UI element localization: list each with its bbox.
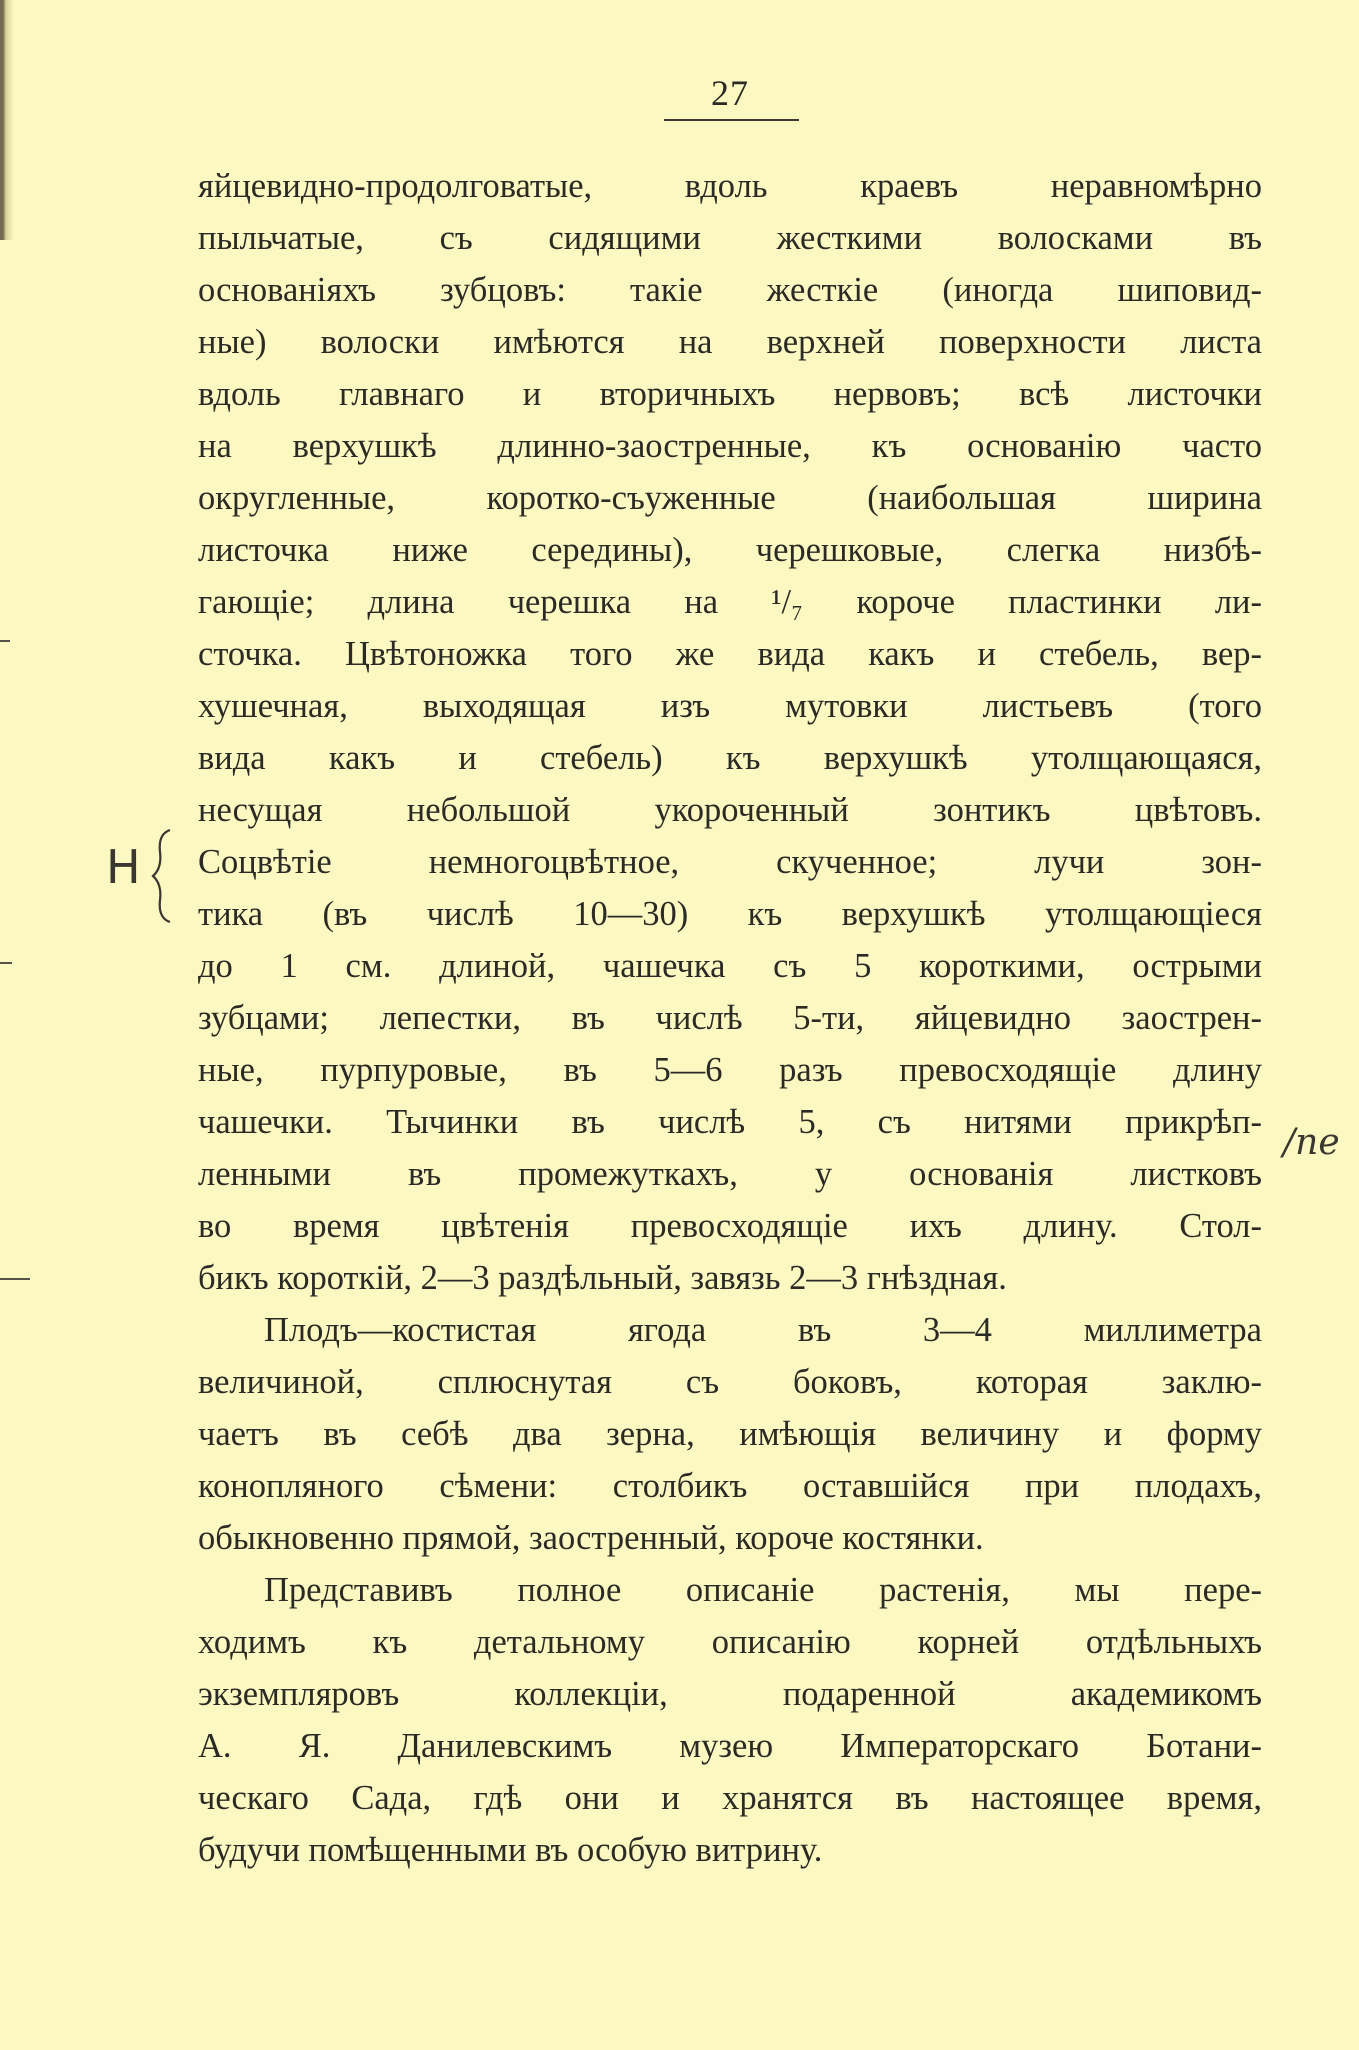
text-line: сточка. Цвѣтоножка того же вида какъ и стебель, вер-	[198, 635, 1262, 673]
text-line: будучи помѣщенными въ особую витрину.	[198, 1831, 823, 1869]
text-line: несущая небольшой укороченный зонтикъ цвѣтовъ.	[198, 791, 1262, 829]
page-number-rule	[664, 119, 799, 121]
text-line: ленными въ промежуткахъ, у основанія листковъ	[198, 1155, 1262, 1193]
text-line: Плодъ—костистая ягода въ 3—4 миллиметра	[264, 1311, 1262, 1349]
text-line: конопляного сѣмени: столбикъ оставшійся при плодахъ,	[198, 1467, 1262, 1505]
text-line: ные) волоски имѣются на верхней поверхности листа	[198, 323, 1262, 361]
text-line: обыкновенно прямой, заостренный, короче костянки.	[198, 1519, 984, 1557]
text-line: гающіе; длина черешка на ¹/₇ короче пластинки ли-	[198, 583, 1262, 621]
text-line: яйцевидно-продолговатые, вдоль краевъ неравномѣрно	[198, 167, 1262, 205]
text-line: вида какъ и стебель) къ верхушкѣ утолщающаяся,	[198, 739, 1262, 777]
page-number: 27	[711, 73, 749, 113]
paragraph-collection	[198, 1564, 1262, 1876]
text-line: ческаго Сада, гдѣ они и хранятся въ настоящее время,	[198, 1779, 1262, 1817]
paragraph-fruit	[198, 1304, 1262, 1564]
text-line: Представивъ полное описаніе растенія, мы пере-	[264, 1571, 1262, 1609]
margin-brace	[150, 828, 176, 924]
text-line: зубцами; лепестки, въ числѣ 5-ти, яйцевидно заострен-	[198, 999, 1262, 1037]
text-line: чаетъ въ себѣ два зерна, имѣющія величину и форму	[198, 1415, 1262, 1453]
text-line: ходимъ къ детальному описанію корней отдѣльныхъ	[198, 1623, 1262, 1661]
text-line: во время цвѣтенія превосходящіе ихъ длину. Стол-	[198, 1207, 1262, 1245]
margin-note-right: /пе	[1283, 1122, 1340, 1163]
text-line: величиной, сплюснутая съ боковъ, которая заклю-	[198, 1363, 1262, 1401]
text-line: экземпляровъ коллекціи, подаренной академикомъ	[198, 1675, 1262, 1713]
text-line: листочка ниже середины), черешковые, слегка низбѣ-	[198, 531, 1262, 569]
text-line: основаніяхъ зубцовъ: такіе жесткіе (иногда шиповид-	[198, 271, 1262, 309]
text-line: А. Я. Данилевскимъ музею Императорскаго Ботани-	[198, 1727, 1262, 1765]
text-line: округленные, коротко-съуженные (наибольшая ширина	[198, 479, 1262, 517]
text-body	[198, 160, 1262, 1876]
text-line: до 1 см. длиной, чашечка съ 5 короткими, острыми	[198, 947, 1262, 985]
text-line: Соцвѣтіе немногоцвѣтное, скученное; лучи зон-	[198, 843, 1262, 881]
margin-note-left: H	[106, 840, 141, 894]
text-line: ные, пурпуровые, въ 5—6 разъ превосходящіе длину	[198, 1051, 1262, 1089]
text-line: тика (въ числѣ 10—30) къ верхушкѣ утолщающіеся	[198, 895, 1262, 933]
paragraph-description	[198, 160, 1262, 1304]
edge-tick	[0, 962, 12, 964]
edge-tick	[0, 1278, 30, 1280]
text-line: на верхушкѣ длинно-заостренные, къ основанію часто	[198, 427, 1262, 465]
text-line: чашечки. Тычинки въ числѣ 5, съ нитями прикрѣп-	[198, 1103, 1262, 1141]
text-line: вдоль главнаго и вторичныхъ нервовъ; всѣ листочки	[198, 375, 1262, 413]
edge-tick	[0, 640, 10, 642]
text-line: бикъ короткій, 2—3 раздѣльный, завязь 2—3 гнѣздная.	[198, 1259, 1007, 1297]
text-line: хушечная, выходящая изъ мутовки листьевъ (того	[198, 687, 1262, 725]
page-binding-edge	[0, 0, 14, 240]
text-line: пыльчатые, съ сидящими жесткими волосками въ	[198, 219, 1262, 257]
